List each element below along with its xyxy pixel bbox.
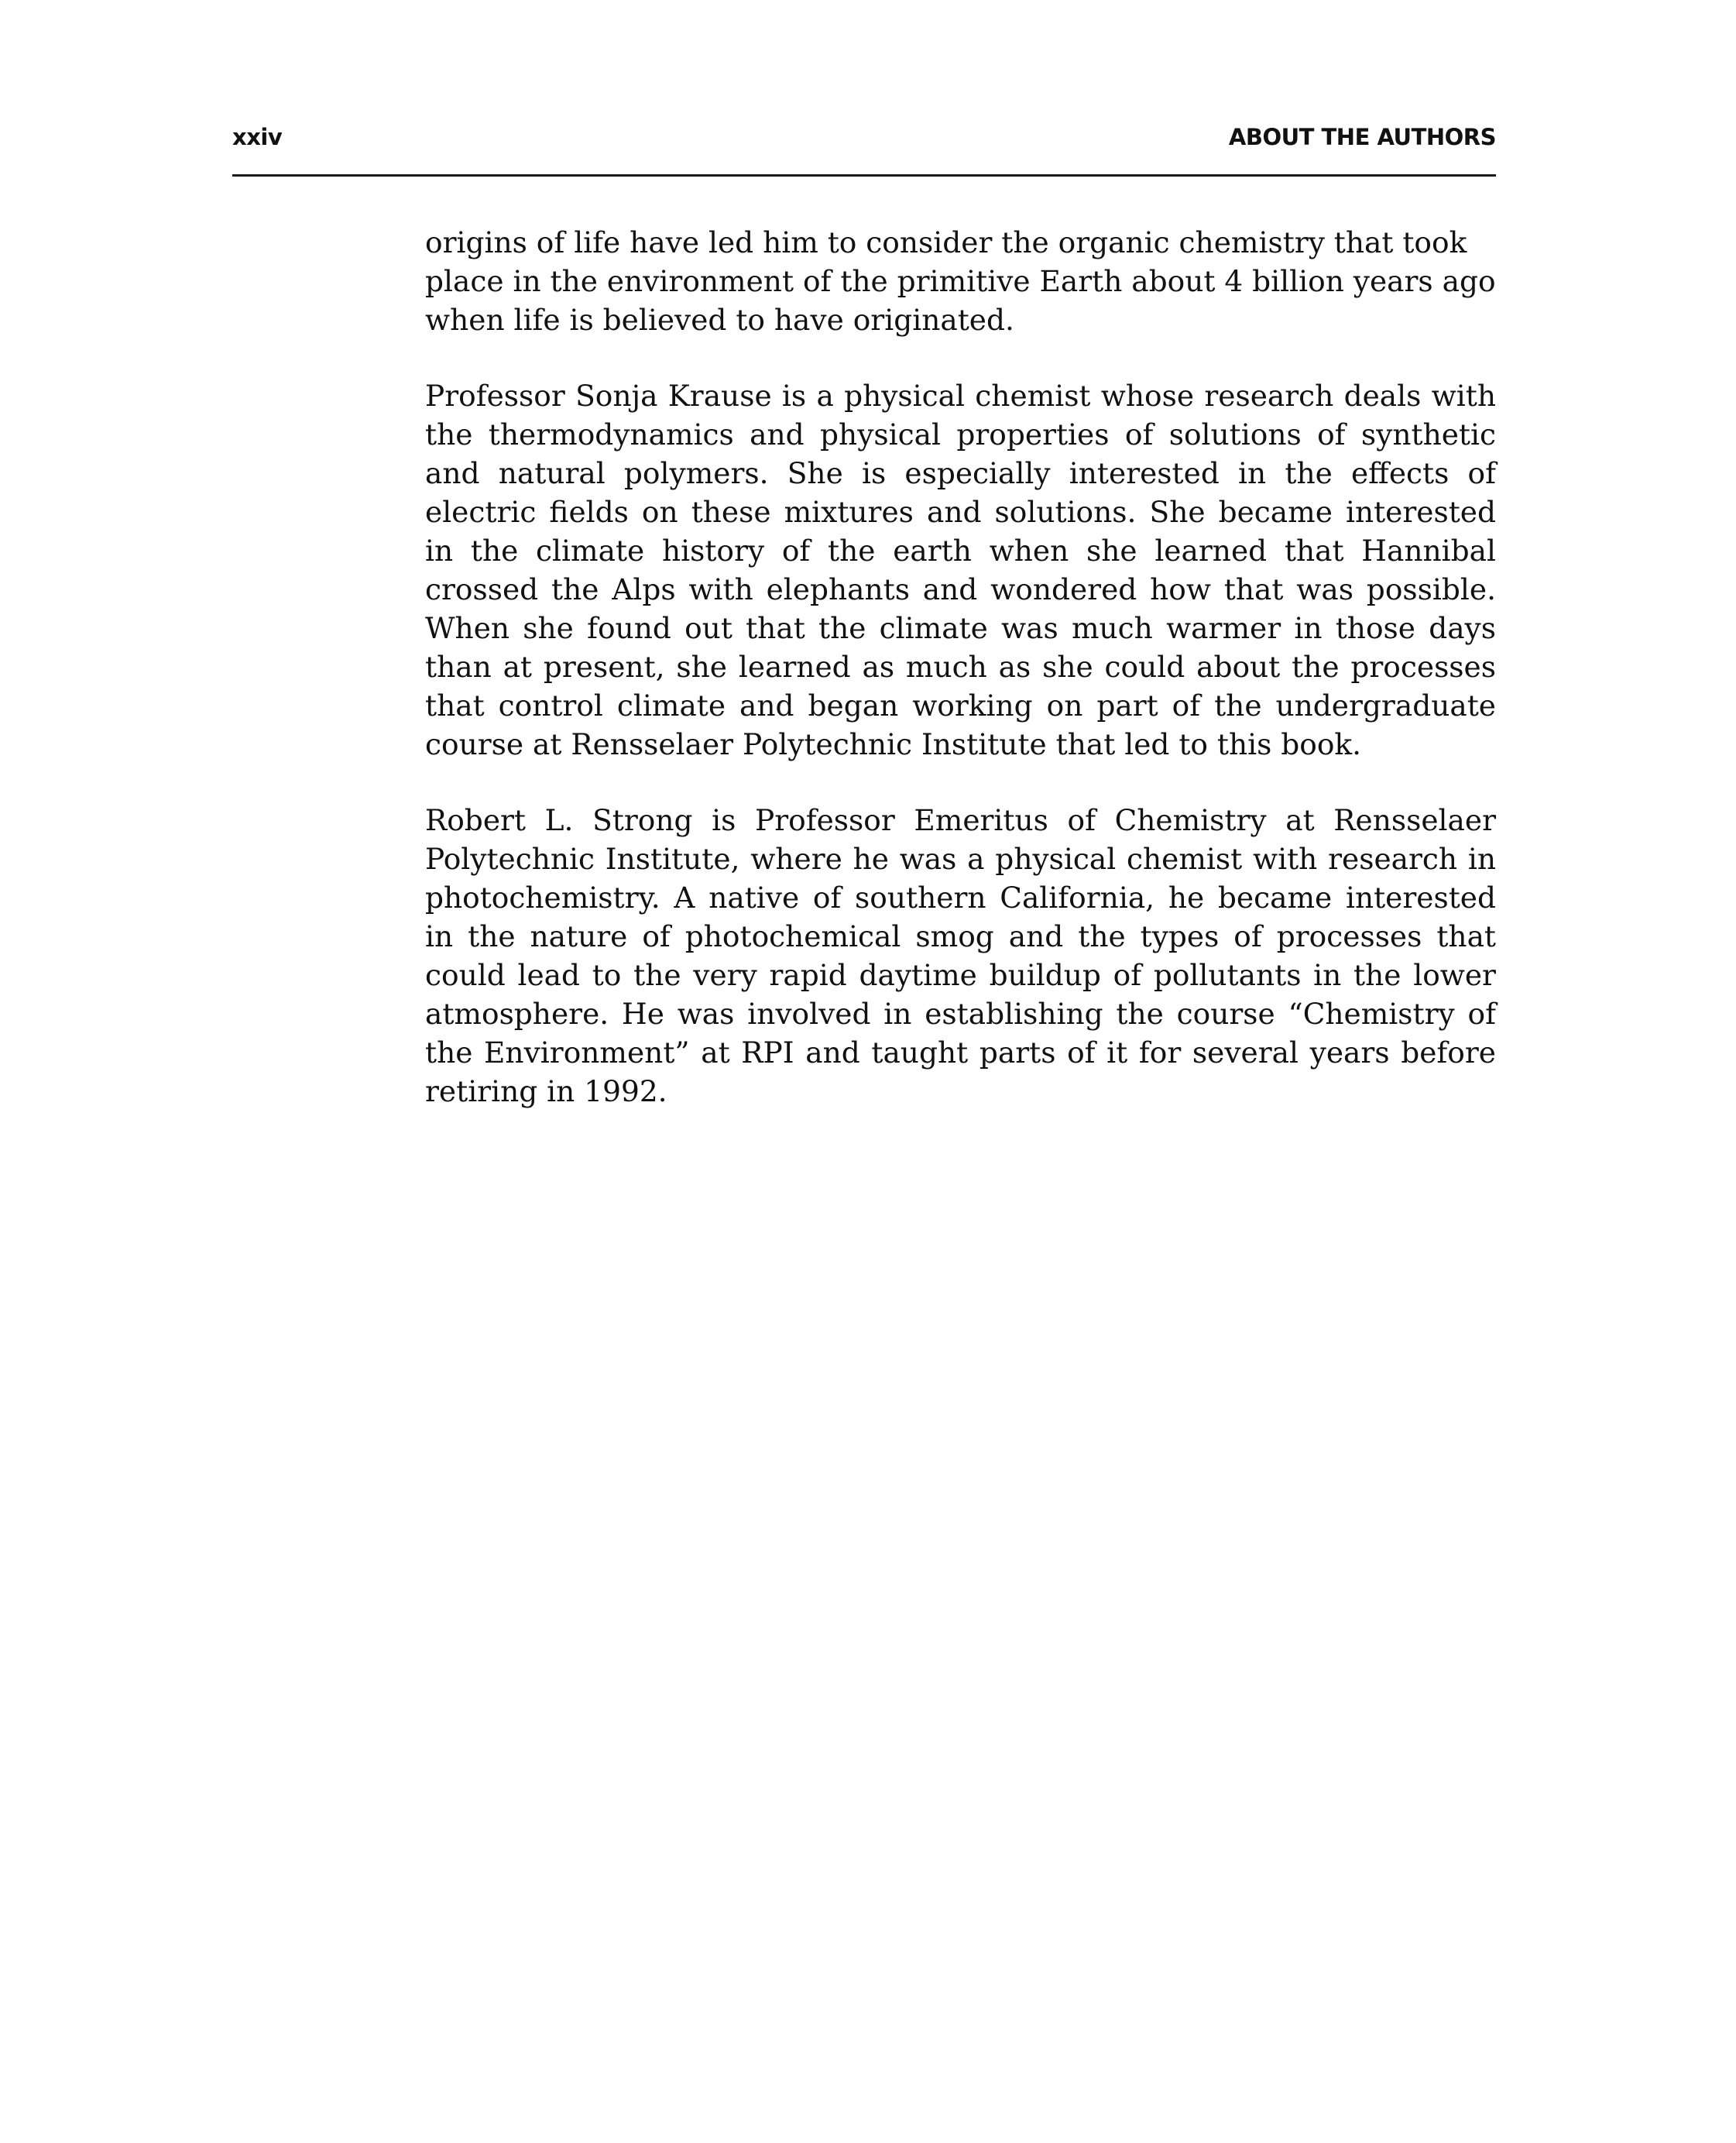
paragraph-robert-strong: Robert L. Strong is Professor Emeritus of Chemistry at Rensselaer Polytechnic Institute, where he was a physical chemist with research in photochemistry. A native of southern California, he became interested in the nature of photochemical smog and the types of processes that could lead to the very rapid daytime buildup of pollutants in the lower atmosphere. He was involved in establishing the course “Chemistry of the Environment” at RPI and taught parts of it for several years before retiring in 1992.	[425, 803, 1496, 1108]
running-head	[232, 124, 1496, 163]
body-text	[425, 223, 1496, 1111]
page-number: xxiv	[232, 124, 283, 150]
paragraph-continued: origins of life have led him to consider the organic chemistry that took place in the environment of the primitive Earth about 4 billion years ago when life is believed to have originated.	[425, 225, 1496, 337]
paragraph-sonja-krause: Professor Sonja Krause is a physical chemist whose research deals with the thermodynamics and physical properties of solutions of synthetic and natural polymers. She is especially interested in the effects of electric fields on these mixtures and solutions. She became interested in the climate history of the earth when she learned that Hannibal crossed the Alps with elephants and wondered how that was possible. When she found out that the climate was much warmer in those days than at present, she learned as much as she could about the processes that control climate and began working on part of the undergraduate course at Rensselaer Polytechnic Institute that led to this book.	[425, 379, 1496, 761]
section-title: ABOUT THE AUTHORS	[1228, 124, 1496, 150]
header-rule	[232, 174, 1496, 177]
